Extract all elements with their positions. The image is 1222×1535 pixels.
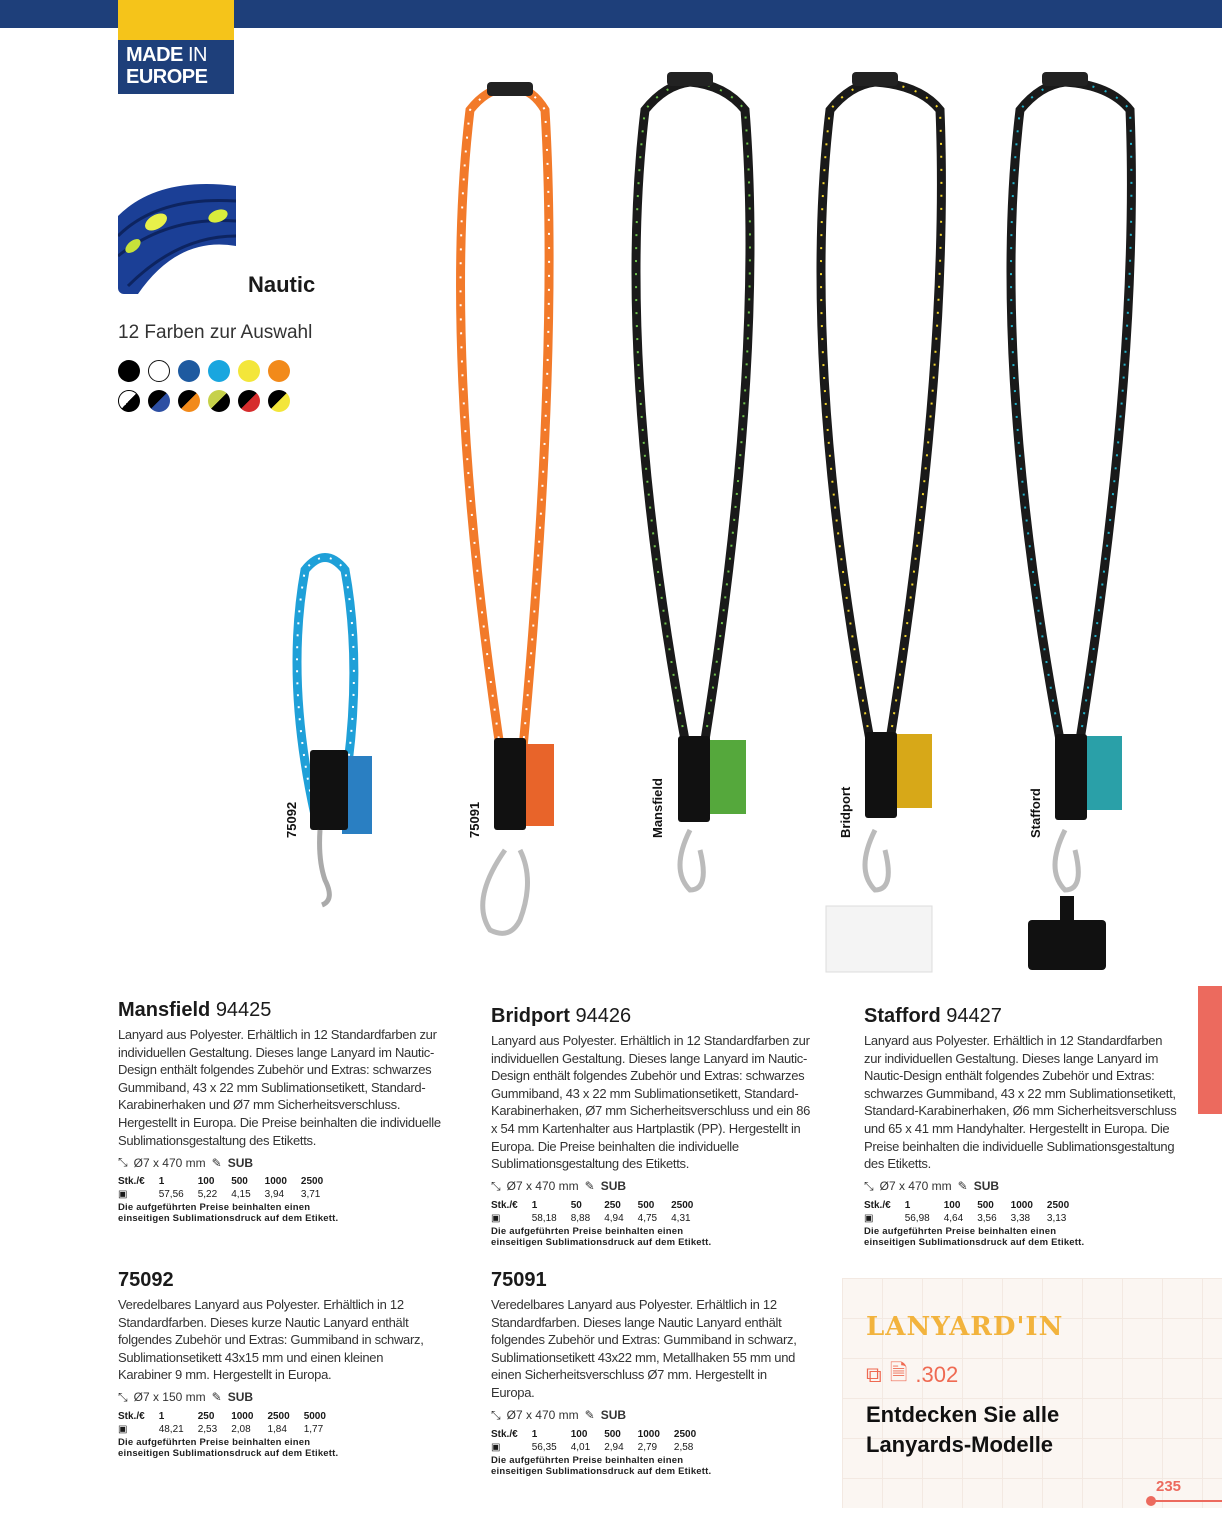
product-specs: ⤡ Ø7 x 470 mm ✎ SUB (491, 1178, 627, 1194)
price-note: Die aufgeführten Preise beinhalten einen einseitigen Sublimationsdruck auf dem Etikett. (864, 1225, 1085, 1248)
lanyard-illustrations (0, 60, 1222, 1000)
price-icon: ▣ (118, 1423, 128, 1435)
product-specs: ⤡ Ø7 x 470 mm ✎ SUB (118, 1155, 254, 1170)
page-reference[interactable]: ⧉ 🗎 .302 (866, 1356, 958, 1394)
page-dot (1146, 1496, 1156, 1506)
print-method-icon: ✎ (211, 1390, 222, 1405)
price-note: Die aufgeführten Preise beinhalten einen einseitigen Sublimationsdruck auf dem Etikett. (118, 1436, 339, 1459)
product-description: Lanyard aus Polyester. Erhältlich in 12 Standardfarben zur individuellen Gestaltung. Dieses lange Lanyard im Nautic-Design enthält folgendes Zubehör und Extras: schwarzes Gummiband, 43 x 22 mm Sublimationsetikett, Standard-Karabinerhaken, Ø7 mm Sicherheitsverschluss und ein 86 x 54 mm Kartenhalter aus Hartplastik (PP). Hergestellt in Europa. Die Preise beinhalten die individuelle Sublimationsgestaltung des Etiketts. (491, 1033, 811, 1172)
price-table: Stk./€ 1 100 500 1000 2500 ▣ 56,35 4,01 2,94 2,79 2,58 (491, 1428, 697, 1453)
price-table: Stk./€ 1 50 250 500 2500 ▣ 58,18 8,88 4,94 4,75 4,31 (491, 1199, 694, 1224)
product-mansfield (118, 998, 458, 1224)
lanyard-label-bridport: Bridport (838, 786, 853, 838)
print-method-icon: ✎ (211, 1155, 222, 1170)
lanyard-75092-image (297, 558, 372, 906)
promo-cta: Entdecken Sie alle Lanyards-Modelle (866, 1402, 1060, 1457)
price-table: Stk./€ 1 100 500 1000 2500 ▣ 57,56 5,22 4,15 3,94 3,71 (118, 1176, 324, 1201)
price-note: Die aufgeführten Preise beinhalten einen einseitigen Sublimationsdruck auf dem Etikett. (118, 1202, 339, 1225)
page-line (1152, 1500, 1222, 1502)
lanyard-label-75092: 75092 (284, 801, 299, 838)
print-method-icon: ✎ (957, 1179, 968, 1194)
product-75092 (118, 1268, 458, 1459)
lanyard-mansfield-image (636, 72, 750, 890)
size-icon: ⤡ (491, 1178, 501, 1193)
size-icon: ⤡ (491, 1407, 501, 1422)
product-stafford (864, 1004, 1204, 1248)
print-method-icon: ✎ (584, 1179, 595, 1194)
size-icon: ⤡ (864, 1178, 874, 1193)
collection-title: Nautic (248, 272, 316, 297)
colors-caption: 12 Farben zur Auswahl (118, 322, 313, 343)
product-specs: ⤡ Ø7 x 470 mm ✎ SUB (491, 1407, 627, 1423)
promo-panel[interactable] (842, 1278, 1222, 1508)
product-specs: ⤡ Ø7 x 470 mm ✎ SUB (864, 1178, 1000, 1194)
size-icon: ⤡ (118, 1389, 128, 1404)
made-in-europe-badge: MADE IN EUROPE (118, 0, 234, 94)
page-number: 235 (1156, 1478, 1182, 1495)
product-description: Lanyard aus Polyester. Erhältlich in 12 Standardfarben zur individuellen Gestaltung. Dieses lange Lanyard im Nautic-Design enthält folgendes Zubehör und Extras: schwarzes Gummiband, 43 x 22 mm Sublimationsetikett, Standard-Karabinerhaken und Ø7 mm Sicherheitsverschluss. Hergestellt in Europa. Die Preise beinhalten die individuelle Sublimationsgestaltung des Etiketts. (118, 1027, 441, 1148)
brand-logo: LANYARD'IN (866, 1312, 1064, 1342)
product-description: Lanyard aus Polyester. Erhältlich in 12 Standardfarben zur individuellen Gestaltung. Dieses lange Lanyard im Nautic-Design enthält folgendes Zubehör und Extras: schwarzes Gummiband, 43 x 22 mm Sublimationsetikett, Standard-Karabinerhaken, Ø6 mm Sicherheitsverschluss und 65 x 41 mm Handyhalter. Hergestellt in Europa. Die Preise beinhalten die individuelle Sublimationsgestaltung des Etiketts. (864, 1033, 1177, 1172)
lanyard-label-stafford: Stafford (1028, 788, 1043, 838)
section-tab (1198, 986, 1222, 1114)
price-table: Stk./€ 1 100 500 1000 2500 ▣ 56,98 4,64 3,56 3,38 3,13 (864, 1199, 1070, 1224)
price-note: Die aufgeführten Preise beinhalten einen einseitigen Sublimationsdruck auf dem Etikett. (491, 1225, 712, 1248)
product-title: Stafford 94427 (864, 1005, 1002, 1027)
product-title: Mansfield 94425 (118, 999, 272, 1021)
price-icon: ▣ (864, 1212, 874, 1224)
price-icon: ▣ (491, 1441, 501, 1453)
external-link-icon[interactable]: ⧉ (866, 1362, 882, 1387)
price-note: Die aufgeführten Preise beinhalten einen einseitigen Sublimationsdruck auf dem Etikett. (491, 1454, 712, 1477)
price-table: Stk./€ 1 250 1000 2500 5000 ▣ 48,21 2,53 2,08 1,84 1,77 (118, 1410, 326, 1435)
lanyard-label-mansfield: Mansfield (650, 778, 665, 838)
lanyard-label-75091: 75091 (467, 801, 482, 838)
size-icon: ⤡ (118, 1155, 128, 1170)
product-description: Veredelbares Lanyard aus Polyester. Erhältlich in 12 Standardfarben. Dieses kurze Nautic Lanyard enthält folgendes Zubehör und Extras: Gummiband in schwarz, Sublimationsetikett 43x15 mm und einen kleinen Karabiner 9 mm. Hergestellt in Europa. (118, 1297, 424, 1383)
product-title: 75091 (491, 1269, 547, 1291)
product-title: 75092 (118, 1269, 174, 1291)
product-75091 (491, 1268, 831, 1477)
product-specs: ⤡ Ø7 x 150 mm ✎ SUB (118, 1389, 254, 1405)
product-title: Bridport 94426 (491, 1005, 632, 1027)
print-method-icon: ✎ (584, 1408, 595, 1423)
price-icon: ▣ (118, 1189, 128, 1201)
product-bridport (491, 1004, 831, 1248)
product-description: Veredelbares Lanyard aus Polyester. Erhältlich in 12 Standardfarben. Dieses lange Nautic Lanyard enthält folgendes Zubehör und Extras: Gummiband in schwarz, Sublimationsetikett 43x22 mm, Metallhaken 55 mm und einen Sicherheitsverschluss Ø7 mm. Hergestellt in Europa. (491, 1297, 797, 1400)
catalog-page-icon: 🗎 (889, 1360, 908, 1385)
price-icon: ▣ (491, 1212, 501, 1224)
